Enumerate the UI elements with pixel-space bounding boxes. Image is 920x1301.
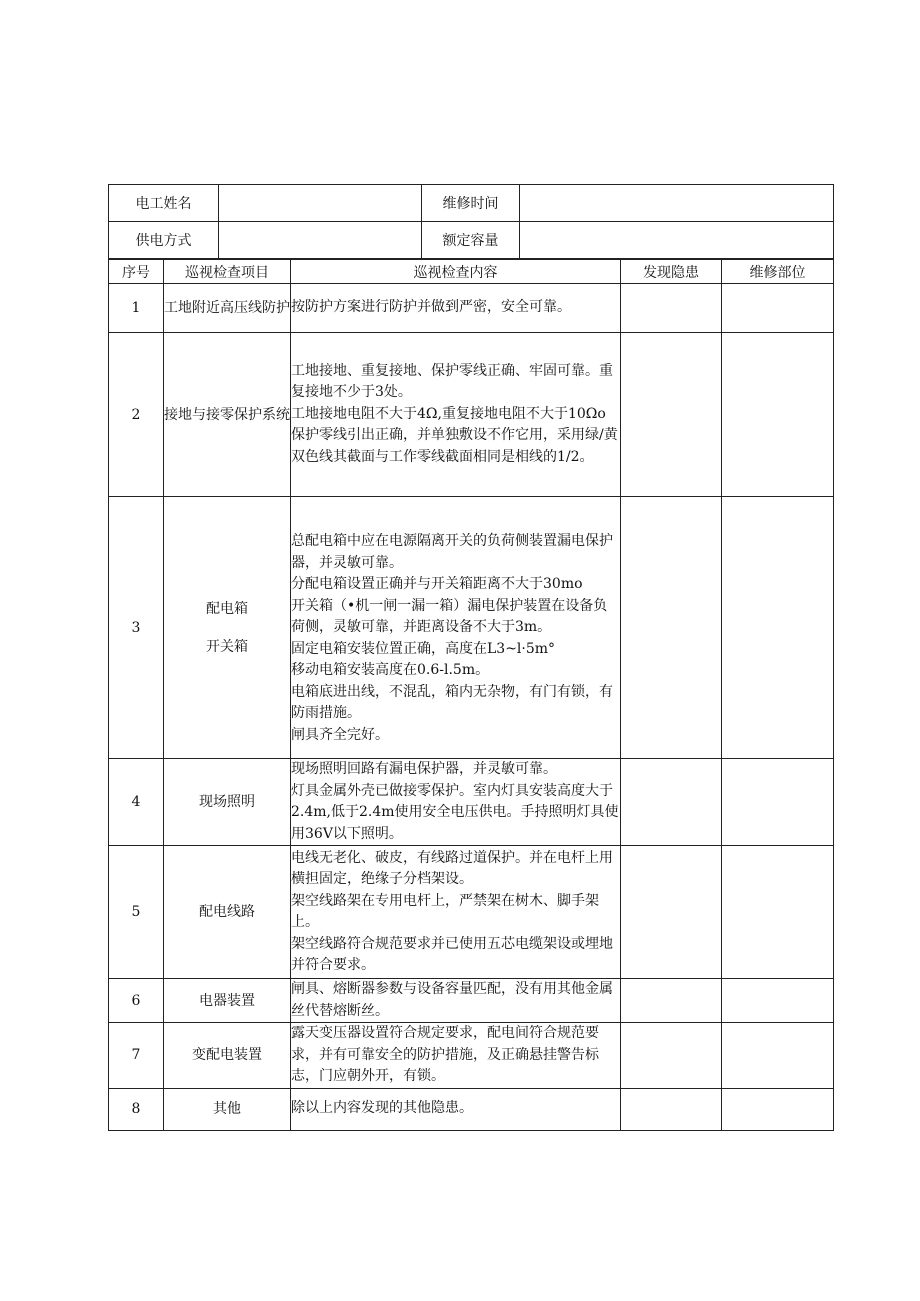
inspection-item-text: 接地与接零保护系统	[164, 406, 290, 423]
table-row	[109, 759, 834, 846]
inspection-item-text: 现场照明	[199, 794, 255, 810]
inspection-item-text: 变配电装置	[192, 1047, 262, 1064]
row-hazard-cell[interactable]	[621, 333, 722, 497]
col-hazard-header: 发现隐患	[621, 260, 722, 284]
inspection-content-paragraph: 移动电箱安装高度在0.6-l.5m。	[291, 662, 490, 678]
row-inspection-content	[291, 497, 621, 759]
inspection-content-paragraph: 架空线路符合规范要求并已使用五芯电缆架设或埋地并符合要求。	[291, 935, 613, 973]
row-hazard-cell[interactable]	[621, 1088, 722, 1130]
row-inspection-item	[164, 1088, 291, 1130]
header-row-2	[109, 222, 834, 259]
row-seq: 7	[109, 1023, 164, 1089]
col-repair-location-header: 维修部位	[722, 260, 834, 284]
inspection-content-paragraph: 工地接地、重复接地、保护零线正确、牢固可靠。重复接地不少于3处。	[291, 362, 613, 401]
row-seq: 5	[109, 846, 164, 979]
row-repair-location-cell[interactable]	[722, 497, 834, 759]
table-row	[109, 497, 834, 759]
inspection-content-paragraph: 露天变压器设置符合规定要求，配电间符合规范要求，并有可靠安全的防护措施，及正确悬挂警告标志，门应朝外开，有锁。	[291, 1025, 599, 1084]
row-hazard-cell[interactable]	[621, 1023, 722, 1089]
inspection-content-paragraph: 闸具、熔断器参数与设备容量匹配，没有用其他金属丝代替熔断丝。	[291, 981, 613, 1019]
inspection-item-text: 配电箱	[206, 600, 248, 617]
inspection-content-paragraph: 固定电箱安装位置正确，高度在L3~l·5m°	[291, 640, 556, 657]
inspection-content-paragraph: 保护零线引出正确，并单独敷设不作它用，采用绿/黄双色线其截面与工作零线截面相同是相线的1/2。	[291, 427, 618, 465]
row-inspection-content	[291, 1088, 621, 1130]
inspection-content-paragraph: 开关箱（•机一闸一漏一箱）漏电保护装置在设备负荷侧，灵敏可靠，并距离设备不大于3m。	[291, 597, 608, 635]
inspection-content-paragraph: 电箱底进出线，不混乱，箱内无杂物，有门有锁，有防雨措施。	[291, 683, 613, 721]
row-inspection-item	[164, 979, 291, 1023]
row-inspection-item	[164, 759, 291, 846]
row-inspection-item	[164, 1023, 291, 1089]
supply-method-label: 供电方式	[109, 222, 219, 259]
row-inspection-content	[291, 846, 621, 979]
row-hazard-cell[interactable]	[621, 284, 722, 333]
row-inspection-item	[164, 333, 291, 497]
repair-time-field[interactable]	[520, 185, 834, 222]
inspection-item-text: 配电线路	[199, 904, 255, 920]
row-repair-location-cell[interactable]	[722, 1023, 834, 1089]
inspection-item-text: 开关箱	[206, 638, 248, 655]
electrician-name-label: 电工姓名	[109, 185, 219, 222]
row-inspection-content	[291, 759, 621, 846]
supply-method-field[interactable]	[219, 222, 422, 259]
col-item-header: 巡视检查项目	[164, 260, 291, 284]
row-inspection-content	[291, 284, 621, 333]
row-seq: 3	[109, 497, 164, 759]
row-inspection-content	[291, 1023, 621, 1089]
inspection-content-paragraph: 架空线路架在专用电杆上，严禁架在树木、脚手架上。	[291, 892, 599, 930]
info-header-table	[108, 184, 834, 259]
header-row-1	[109, 185, 834, 222]
electrician-name-field[interactable]	[219, 185, 422, 222]
inspection-content-paragraph: 总配电箱中应在电源隔离开关的负荷侧装置漏电保护器，并灵敏可靠。	[291, 533, 613, 571]
row-seq: 8	[109, 1088, 164, 1130]
repair-time-label: 维修时间	[422, 185, 520, 222]
table-row	[109, 1088, 834, 1130]
row-inspection-item	[164, 284, 291, 333]
inspection-rows	[109, 284, 834, 1131]
row-repair-location-cell[interactable]	[722, 846, 834, 979]
table-row	[109, 333, 834, 497]
row-inspection-content	[291, 979, 621, 1023]
inspection-content-paragraph: 闸具齐全完好。	[291, 726, 389, 743]
row-repair-location-cell[interactable]	[722, 333, 834, 497]
col-seq-header: 序号	[109, 260, 164, 284]
row-repair-location-cell[interactable]	[722, 1088, 834, 1130]
row-hazard-cell[interactable]	[621, 759, 722, 846]
row-hazard-cell[interactable]	[621, 497, 722, 759]
row-seq: 4	[109, 759, 164, 846]
inspection-content-paragraph: 分配电箱设置正确并与开关箱距离不大于30mo	[291, 576, 583, 592]
row-hazard-cell[interactable]	[621, 846, 722, 979]
row-inspection-content	[291, 333, 621, 497]
inspection-content-paragraph: 电线无老化、破皮，有线路过道保护。并在电杆上用横担固定，绝缘子分档架设。	[291, 849, 613, 887]
table-row	[109, 979, 834, 1023]
inspection-item-text: 工地附近高压线防护	[164, 300, 290, 316]
col-content-header: 巡视检查内容	[291, 260, 621, 284]
row-repair-location-cell[interactable]	[722, 759, 834, 846]
inspection-content-paragraph: 工地接地电阻不大于4Ω,重复接地电阻不大于10Ωo	[291, 405, 606, 422]
rated-capacity-label: 额定容量	[422, 222, 520, 259]
inspection-item-text: 其他	[213, 1101, 241, 1117]
row-inspection-item	[164, 497, 291, 759]
rated-capacity-field[interactable]	[520, 222, 834, 259]
inspection-table	[108, 259, 834, 1131]
inspection-content-paragraph: 现场照明回路有漏电保护器，并灵敏可靠。	[291, 761, 557, 777]
inspection-content-paragraph: 灯具金属外壳已做接零保护。室内灯具安装高度大于2.4m,低于2.4m使用安全电压供电。手持照明灯具使用36V以下照明。	[291, 782, 619, 842]
inspection-content-paragraph: 按防护方案进行防护并做到严密，安全可靠。	[291, 299, 571, 316]
row-hazard-cell[interactable]	[621, 979, 722, 1023]
row-seq: 6	[109, 979, 164, 1023]
row-repair-location-cell[interactable]	[722, 979, 834, 1023]
row-inspection-item	[164, 846, 291, 979]
row-repair-location-cell[interactable]	[722, 284, 834, 333]
table-row	[109, 284, 834, 333]
inspection-content-paragraph: 除以上内容发现的其他隐患。	[291, 1100, 473, 1117]
row-seq: 1	[109, 284, 164, 333]
column-header-row	[109, 260, 834, 284]
inspection-item-text: 电器装置	[199, 992, 255, 1009]
table-row	[109, 846, 834, 979]
table-row	[109, 1023, 834, 1089]
row-seq: 2	[109, 333, 164, 497]
